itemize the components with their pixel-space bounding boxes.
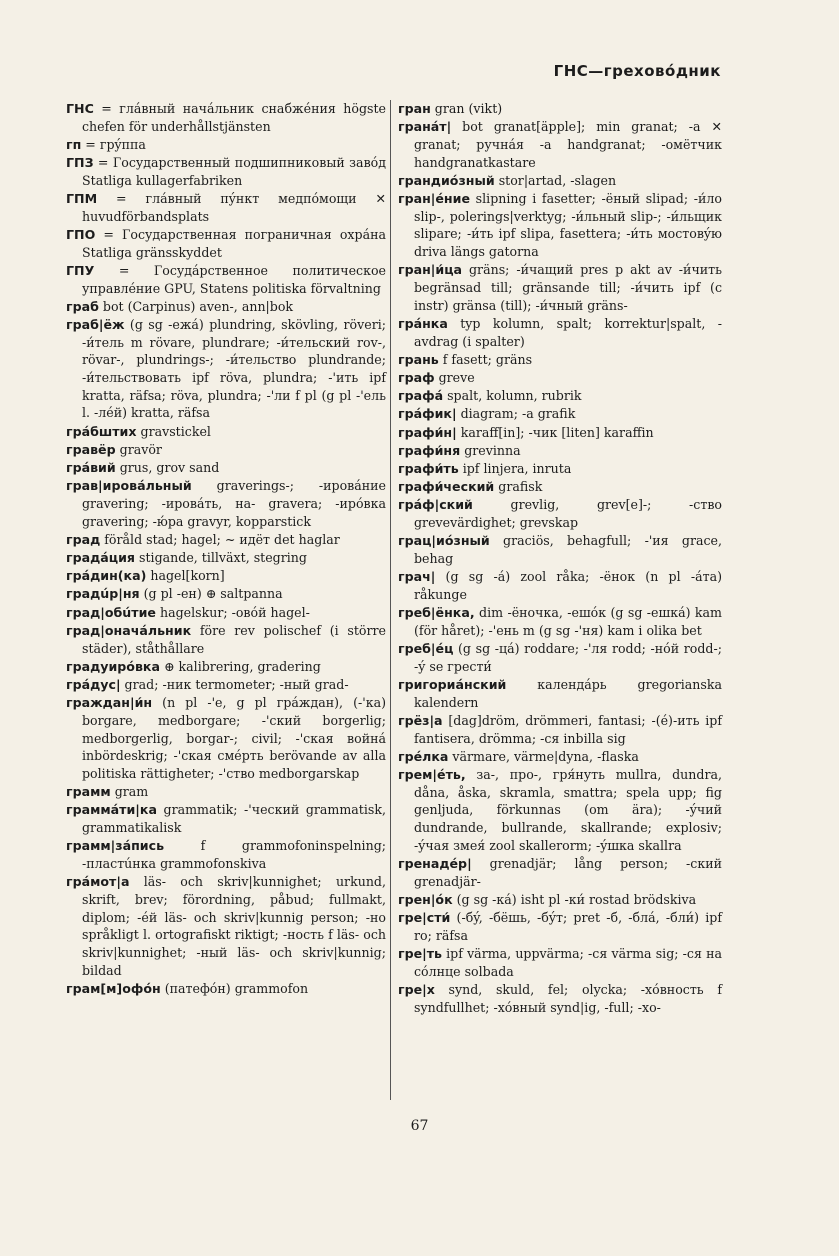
entry-definition: typ kolumn, spalt; korrektur|spalt, -avdrag (i spalter) (414, 315, 722, 349)
entry-definition: [dag]dröm, drömmeri, fantasi; -(é)-ить ipf fantisera, drömma; -ся inbilla sig (414, 712, 722, 746)
entry-headword: грáнка (398, 315, 448, 331)
entry-headword: гран (398, 101, 431, 116)
entry-definition: grenadjär; lång person; -ский grenadjär- (414, 856, 722, 889)
dictionary-entry (398, 118, 722, 171)
entry-definition: hagelskur; -овóй hagel- (155, 604, 310, 620)
entry-headword: грáвий (66, 460, 116, 476)
entry-definition: spalt, kolumn, rubrik (443, 388, 582, 404)
entry-definition: календáрь gregorianska kalendern (414, 677, 722, 710)
dictionary-entry (398, 315, 722, 350)
entry-headword: графи́ня (398, 442, 461, 458)
column-divider (390, 100, 391, 1100)
dictionary-entry (66, 441, 386, 459)
entry-definition: f fasett; gräns (438, 351, 533, 367)
entry-definition: grammatik; -'ческий grammatisk, grammatikalisk (82, 802, 386, 836)
dictionary-entry (66, 676, 386, 694)
entry-headword: грем|éть, (398, 767, 466, 783)
entry-definition: (n pl -'е, g pl грáждан), (-'ка) borgare, medborgare; -'ский borgerlig; medborgerlig, borgar-; civil; -'ская войнá inbördeskrig; -'ская смéрть berövande av alla politiska rättigheter; -'ство medborgarskap (82, 695, 386, 782)
entry-headword: град|обúтие (66, 604, 156, 620)
entry-headword: грéлка (398, 748, 449, 764)
entry-definition: graverings-; -ировáние gravering; -ировáть, на- gravera; -ирóвка gravering; -ю́ра gravyr, kopparstick (82, 478, 386, 529)
dictionary-entry (66, 459, 386, 477)
entry-definition: karaff[in]; -чик [liten] karaffin (456, 424, 654, 440)
entry-definition: läs- och skriv|kunnighet; urkund, skrift, brev; förordning, påbud; fullmakt, diplom; -éй läs- och skriv|kunnig person; -но språkligt l. ortografiskt riktigt; -ность f läs- och skriv|kunnighet; -ный läs- och skriv|kunnig; bildad (82, 874, 386, 978)
entry-definition: gran (vikt) (430, 101, 503, 116)
entry-definition: (g sg -á) zool råka; -ёнок (n pl -áта) råkunge (414, 569, 722, 602)
entry-definition: dim -ёночка, -ешóк (g sg -ешкá) kam (för håret); -'ень m (g sg -'ня) kam i olika bet (414, 605, 722, 638)
entry-definition: f grammofoninspelning; -пластúнка grammofonskiva (82, 838, 386, 872)
dictionary-entry (398, 981, 722, 1016)
entry-definition: ipf linjera, inruta (458, 461, 572, 477)
entry-definition: grus, grov sand (115, 460, 220, 476)
entry-headword: графá (398, 388, 444, 404)
entry-definition: ipf värma, uppvärma; -ся värma sig; -ся на сóлнце solbada (414, 946, 722, 979)
entry-headword: грач| (398, 569, 436, 585)
dictionary-entry (66, 694, 386, 783)
entry-definition: bot (Carpinus) aven-, ann|bok (98, 298, 294, 314)
entry-definition: graciös, behagfull; -'ия grace, behag (414, 533, 722, 567)
entry-definition: gravstickel (136, 423, 211, 439)
entry-definition: stor|artad, -slagen (494, 172, 617, 188)
entry-definition: grevlig, grev[e]-; -ство grevevärdighet; grevskap (414, 497, 722, 531)
entry-headword: графи́ческий (398, 479, 495, 495)
dictionary-entry (66, 549, 386, 567)
dictionary-entry (66, 585, 386, 603)
dictionary-entry (398, 261, 722, 314)
dictionary-entry (66, 316, 386, 422)
dictionary-entry (398, 568, 722, 603)
entry-headword: ГПМ (66, 191, 98, 207)
dictionary-entry (66, 873, 386, 979)
entry-definition: = грýппа (81, 136, 146, 152)
dictionary-entry (66, 190, 386, 225)
dictionary-entry (398, 424, 722, 442)
entry-headword: грáф|ский (398, 497, 473, 513)
entry-headword: градáция (66, 550, 136, 566)
entry-headword: грац|иóзный (398, 533, 490, 549)
entry-definition: gräns; -и́чащий pres p akt av -и́чить begränsad till; gränsande till; -и́чить ipf (c instr) gränsa (till); -и́чный gräns- (414, 262, 722, 313)
right-column (398, 100, 722, 1017)
left-column (66, 100, 386, 998)
entry-headword: грамм (66, 784, 111, 800)
entry-definition: stigande, tillväxt, stegring (135, 550, 307, 566)
entry-headword: гп (66, 136, 82, 152)
entry-definition: = глáвный пýнкт медпóмощи ✕ huvudförbandsplats (82, 191, 386, 224)
dictionary-entry (398, 532, 722, 567)
entry-definition: grafisk (494, 479, 543, 495)
entry-definition: hagel[korn] (146, 568, 225, 584)
entry-definition: ⊕ kalibrering, gradering (159, 658, 321, 674)
entry-headword: град|оначáльник (66, 622, 192, 638)
entry-headword: гре|х (398, 981, 435, 997)
entry-headword: грёз|а (398, 712, 443, 728)
entry-definition: före rev polischef (i större städer), ståthållare (82, 622, 386, 656)
entry-headword: грáдин(ка) (66, 568, 147, 584)
entry-headword: грам[м]офóн (66, 980, 161, 996)
entry-definition: (g sg -цá) roddare; -'ля rodd; -нóй rodd-; -ý se грести́ (414, 641, 722, 674)
entry-headword: грандиóзный (398, 172, 495, 188)
dictionary-entry (398, 369, 722, 387)
entry-definition: bot granat[äpple]; min granat; -а ✕ granat; ручнáя -а handgranat; -омётчик handgranatkastare (414, 119, 722, 170)
entry-headword: грáмот|а (66, 874, 130, 890)
entry-definition: = Госудáрственное политическое управлéние GPU, Statens politiska förvaltning (82, 262, 386, 296)
entry-headword: графи́ть (398, 461, 459, 477)
entry-definition: (-бý, -бёшь, -бýт; pret -б, -блá, -бли́) ipf ro; räfsa (414, 910, 722, 943)
entry-headword: грань (398, 351, 439, 367)
dictionary-entry (398, 855, 722, 890)
entry-headword: граб (66, 298, 99, 314)
entry-definition: gram (110, 784, 149, 800)
entry-definition: grevinna (460, 442, 521, 458)
entry-headword: граммáти|ка (66, 802, 157, 818)
entry-headword: ГПУ (66, 262, 95, 278)
dictionary-entry (66, 567, 386, 585)
entry-headword: грáбштих (66, 423, 137, 439)
entry-headword: градúр|ня (66, 586, 140, 602)
dictionary-entry (66, 423, 386, 441)
dictionary-entry (398, 405, 722, 423)
dictionary-entry (398, 460, 722, 478)
entry-definition: = глáвный начáльник снабжéния högste chefen för underhållstjänsten (82, 101, 386, 134)
dictionary-entry (66, 622, 386, 657)
entry-definition: diagram; -а grafik (456, 406, 576, 422)
entry-headword: гравёр (66, 441, 116, 457)
dictionary-entry (66, 604, 386, 622)
entry-headword: графи́н| (398, 424, 457, 440)
entry-definition: greve (434, 370, 475, 386)
entry-headword: град (66, 531, 101, 547)
entry-headword: грав|ировáльный (66, 478, 192, 494)
dictionary-entry (398, 387, 722, 405)
dictionary-entry (66, 226, 386, 261)
entry-headword: градуирóвка (66, 658, 160, 674)
dictionary-entry (398, 945, 722, 980)
entry-definition: (патефóн) grammofon (160, 980, 309, 996)
dictionary-entry (398, 442, 722, 460)
entry-definition: föråld stad; hagel; ~ идёт det haglar (100, 531, 340, 547)
dictionary-entry (398, 604, 722, 639)
entry-definition: värmare, värme|dyna, -flaska (448, 748, 639, 764)
dictionary-entry (398, 172, 722, 190)
dictionary-entry (66, 783, 386, 801)
entry-headword: гре|сти́ (398, 910, 451, 926)
entry-headword: гре|ть (398, 946, 442, 962)
dictionary-entry (398, 712, 722, 747)
dictionary-entry (66, 477, 386, 530)
dictionary-entry (66, 658, 386, 676)
dictionary-entry (66, 531, 386, 549)
entry-definition: (g sg -кá) isht pl -ки́ rostad brödskiva (452, 891, 697, 907)
entry-definition: за-, про-, гря́нуть mullra, dundra, dåna, åska, skramla, smattra; spela upp; fig genljuda, förkunnas (om ära); -ýчий dundrande, bullrande, skallrande; explosiv; -ýчая змея́ zool skallerorm; -ýшка skallra (414, 767, 722, 853)
entry-definition: synd, skuld, fel; olycka; -хóвность f syndfullhet; -хóвный synd|ig, -full; -хо- (414, 981, 722, 1015)
dictionary-entry (398, 100, 722, 118)
entry-definition: = Государственный подшипниковый завóд Statliga kullagerfabriken (82, 155, 386, 188)
entry-definition: (g pl -ен) ⊕ saltpanna (139, 586, 283, 602)
dictionary-entry (398, 496, 722, 531)
dictionary-entry (66, 980, 386, 998)
entry-headword: грен|óк (398, 891, 453, 907)
dictionary-entry (398, 351, 722, 369)
dictionary-entry (398, 640, 722, 675)
dictionary-entry (398, 891, 722, 909)
entry-headword: граждан|и́н (66, 695, 153, 711)
dictionary-entry (398, 478, 722, 496)
entry-headword: ГНС (66, 101, 94, 116)
entry-headword: гран|éние (398, 191, 471, 207)
entry-headword: ГПЗ (66, 155, 94, 171)
dictionary-entry (66, 100, 386, 135)
entry-headword: грамм|зáпись (66, 838, 165, 854)
entry-headword: греб|ёнка, (398, 605, 475, 621)
entry-definition: = Государственная пограничная охрáна Statliga gränsskyddet (82, 226, 386, 260)
running-head: ГНС—греховóдник (553, 62, 721, 80)
dictionary-entry (66, 298, 386, 316)
entry-headword: граф (398, 370, 435, 386)
dictionary-entry (398, 676, 722, 711)
dictionary-entry (66, 801, 386, 836)
dictionary-entry (66, 136, 386, 154)
entry-headword: гранáт| (398, 119, 452, 135)
entry-headword: ГПО (66, 226, 96, 242)
dictionary-entry (398, 190, 722, 261)
entry-headword: грáфик| (398, 406, 457, 422)
entry-headword: григориáнский (398, 677, 507, 692)
dictionary-entry (66, 262, 386, 297)
entry-headword: гран|и́ца (398, 262, 463, 278)
entry-definition: gravör (115, 441, 162, 457)
entry-definition: (g sg -ежá) plundring, skövling, röveri; -и́тель m rövare, plundrare; -и́тельский rov-, rövar-, plundrings-; -и́тельство plundrande; -и́тельствовать ipf röva, plundra; -'ить ipf kratta, räfsa; röva, plundra; -'ли f pl (g pl -'ель l. -лéй) kratta, räfsa (82, 316, 386, 421)
dictionary-entry (66, 837, 386, 872)
dictionary-entry (398, 748, 722, 766)
dictionary-entry (398, 766, 722, 855)
entry-definition: slipning i fasetter; -ёный slipad; -и́ло slip-, polerings|verktyg; -и́льный slip-; -и́льщик slipare; -и́ть ipf slipa, fasettera; -и́ть мостовýю driva längs gatorna (414, 191, 722, 260)
entry-headword: гренадéр| (398, 856, 472, 872)
dictionary-entry (66, 154, 386, 189)
entry-headword: грáдус| (66, 677, 121, 692)
entry-headword: граб|ёж (66, 316, 125, 332)
page-number: 67 (410, 1118, 429, 1134)
entry-headword: греб|éц (398, 641, 454, 657)
dictionary-entry (398, 909, 722, 944)
entry-definition: grad; -ник termometer; -ный grad- (120, 677, 349, 692)
